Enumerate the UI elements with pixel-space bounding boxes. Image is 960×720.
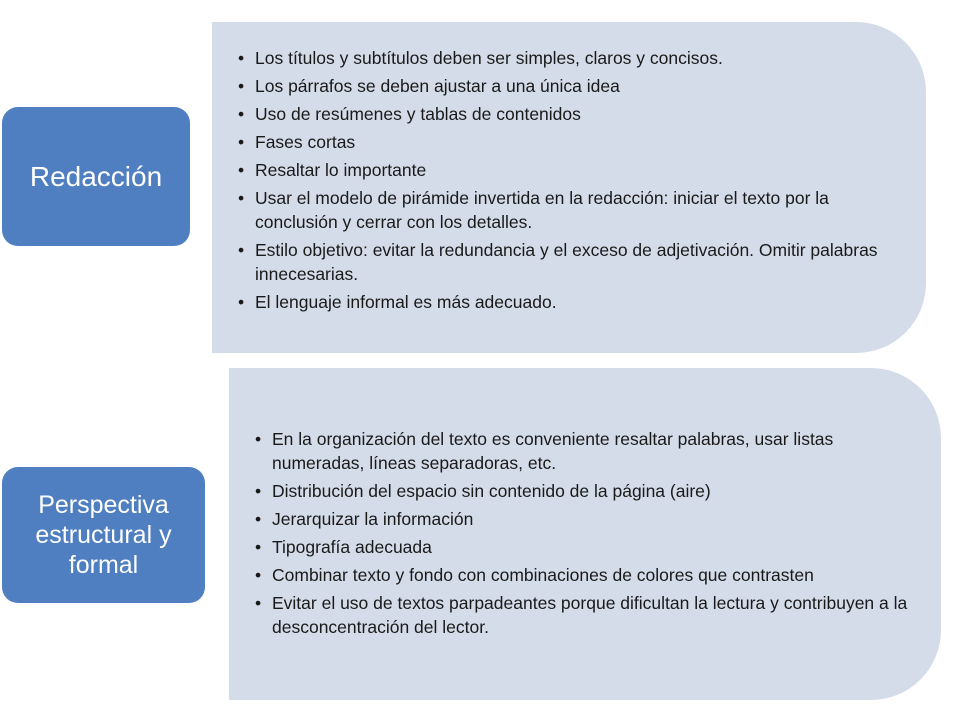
bullet-text: Fases cortas — [255, 132, 356, 152]
bullet-text: Uso de resúmenes y tablas de contenidos — [255, 104, 581, 124]
bullet-dot: • — [238, 48, 245, 68]
bullet-text: Combinar texto y fondo con combinaciones de colores que contrasten — [272, 565, 814, 585]
bullet-text: Estilo objetivo: evitar la redundancia y el exceso de adjetivación. Omitir palabras innecesarias. — [255, 240, 878, 284]
bullet-text: Usar el modelo de pirámide invertida en la redacción: iniciar el texto por la conclusión y cerrar con los detalles. — [255, 188, 829, 232]
bullet-text: Evitar el uso de textos parpadeantes porque dificultan la lectura y contribuyen a la desconcentración del lector. — [272, 593, 908, 637]
bullet-text: Los títulos y subtítulos deben ser simples, claros y concisos. — [255, 48, 723, 68]
bullet-item — [255, 591, 930, 639]
bullet-item — [238, 74, 898, 98]
bullet-item — [238, 158, 898, 182]
bullet-text: Los párrafos se deben ajustar a una única idea — [255, 76, 620, 96]
bullet-dot: • — [255, 565, 262, 585]
bullet-dot: • — [238, 132, 245, 152]
redaccion-bullet-list — [238, 46, 898, 318]
bullet-dot: • — [255, 593, 262, 613]
bullet-item — [255, 507, 930, 531]
bullet-dot: • — [238, 160, 245, 180]
perspectiva-bullet-list — [255, 427, 930, 643]
bullet-text: Resaltar lo importante — [255, 160, 427, 180]
bullet-dot: • — [255, 481, 262, 501]
redaccion-label-text: Redacción — [29, 160, 163, 192]
perspectiva-label-text: Perspectiva estructural y formal — [35, 491, 172, 579]
bullet-item — [255, 535, 930, 559]
bullet-item — [238, 102, 898, 126]
bullet-item — [255, 479, 930, 503]
bullet-dot: • — [238, 292, 245, 312]
bullet-dot: • — [238, 240, 245, 260]
perspectiva-label — [2, 467, 205, 603]
bullet-dot: • — [255, 537, 262, 557]
bullet-item — [238, 290, 898, 314]
bullet-item — [238, 46, 898, 70]
bullet-text: El lenguaje informal es más adecuado. — [255, 292, 557, 312]
bullet-dot: • — [255, 509, 262, 529]
perspectiva-panel — [229, 368, 941, 700]
bullet-text: Jerarquizar la información — [272, 509, 474, 529]
bullet-item — [238, 130, 898, 154]
bullet-dot: • — [238, 76, 245, 96]
bullet-item — [255, 427, 930, 475]
bullet-dot: • — [238, 188, 245, 208]
bullet-dot: • — [238, 104, 245, 124]
redaccion-panel — [212, 22, 926, 353]
bullet-dot: • — [255, 429, 262, 449]
bullet-item — [238, 238, 898, 286]
bullet-item — [255, 563, 930, 587]
bullet-text: Distribución del espacio sin contenido de la página (aire) — [272, 481, 711, 501]
bullet-item — [238, 186, 898, 234]
bullet-text: En la organización del texto es conveniente resaltar palabras, usar listas numeradas, líneas separadoras, etc. — [272, 429, 834, 473]
redaccion-label — [2, 107, 190, 246]
bullet-text: Tipografía adecuada — [272, 537, 432, 557]
